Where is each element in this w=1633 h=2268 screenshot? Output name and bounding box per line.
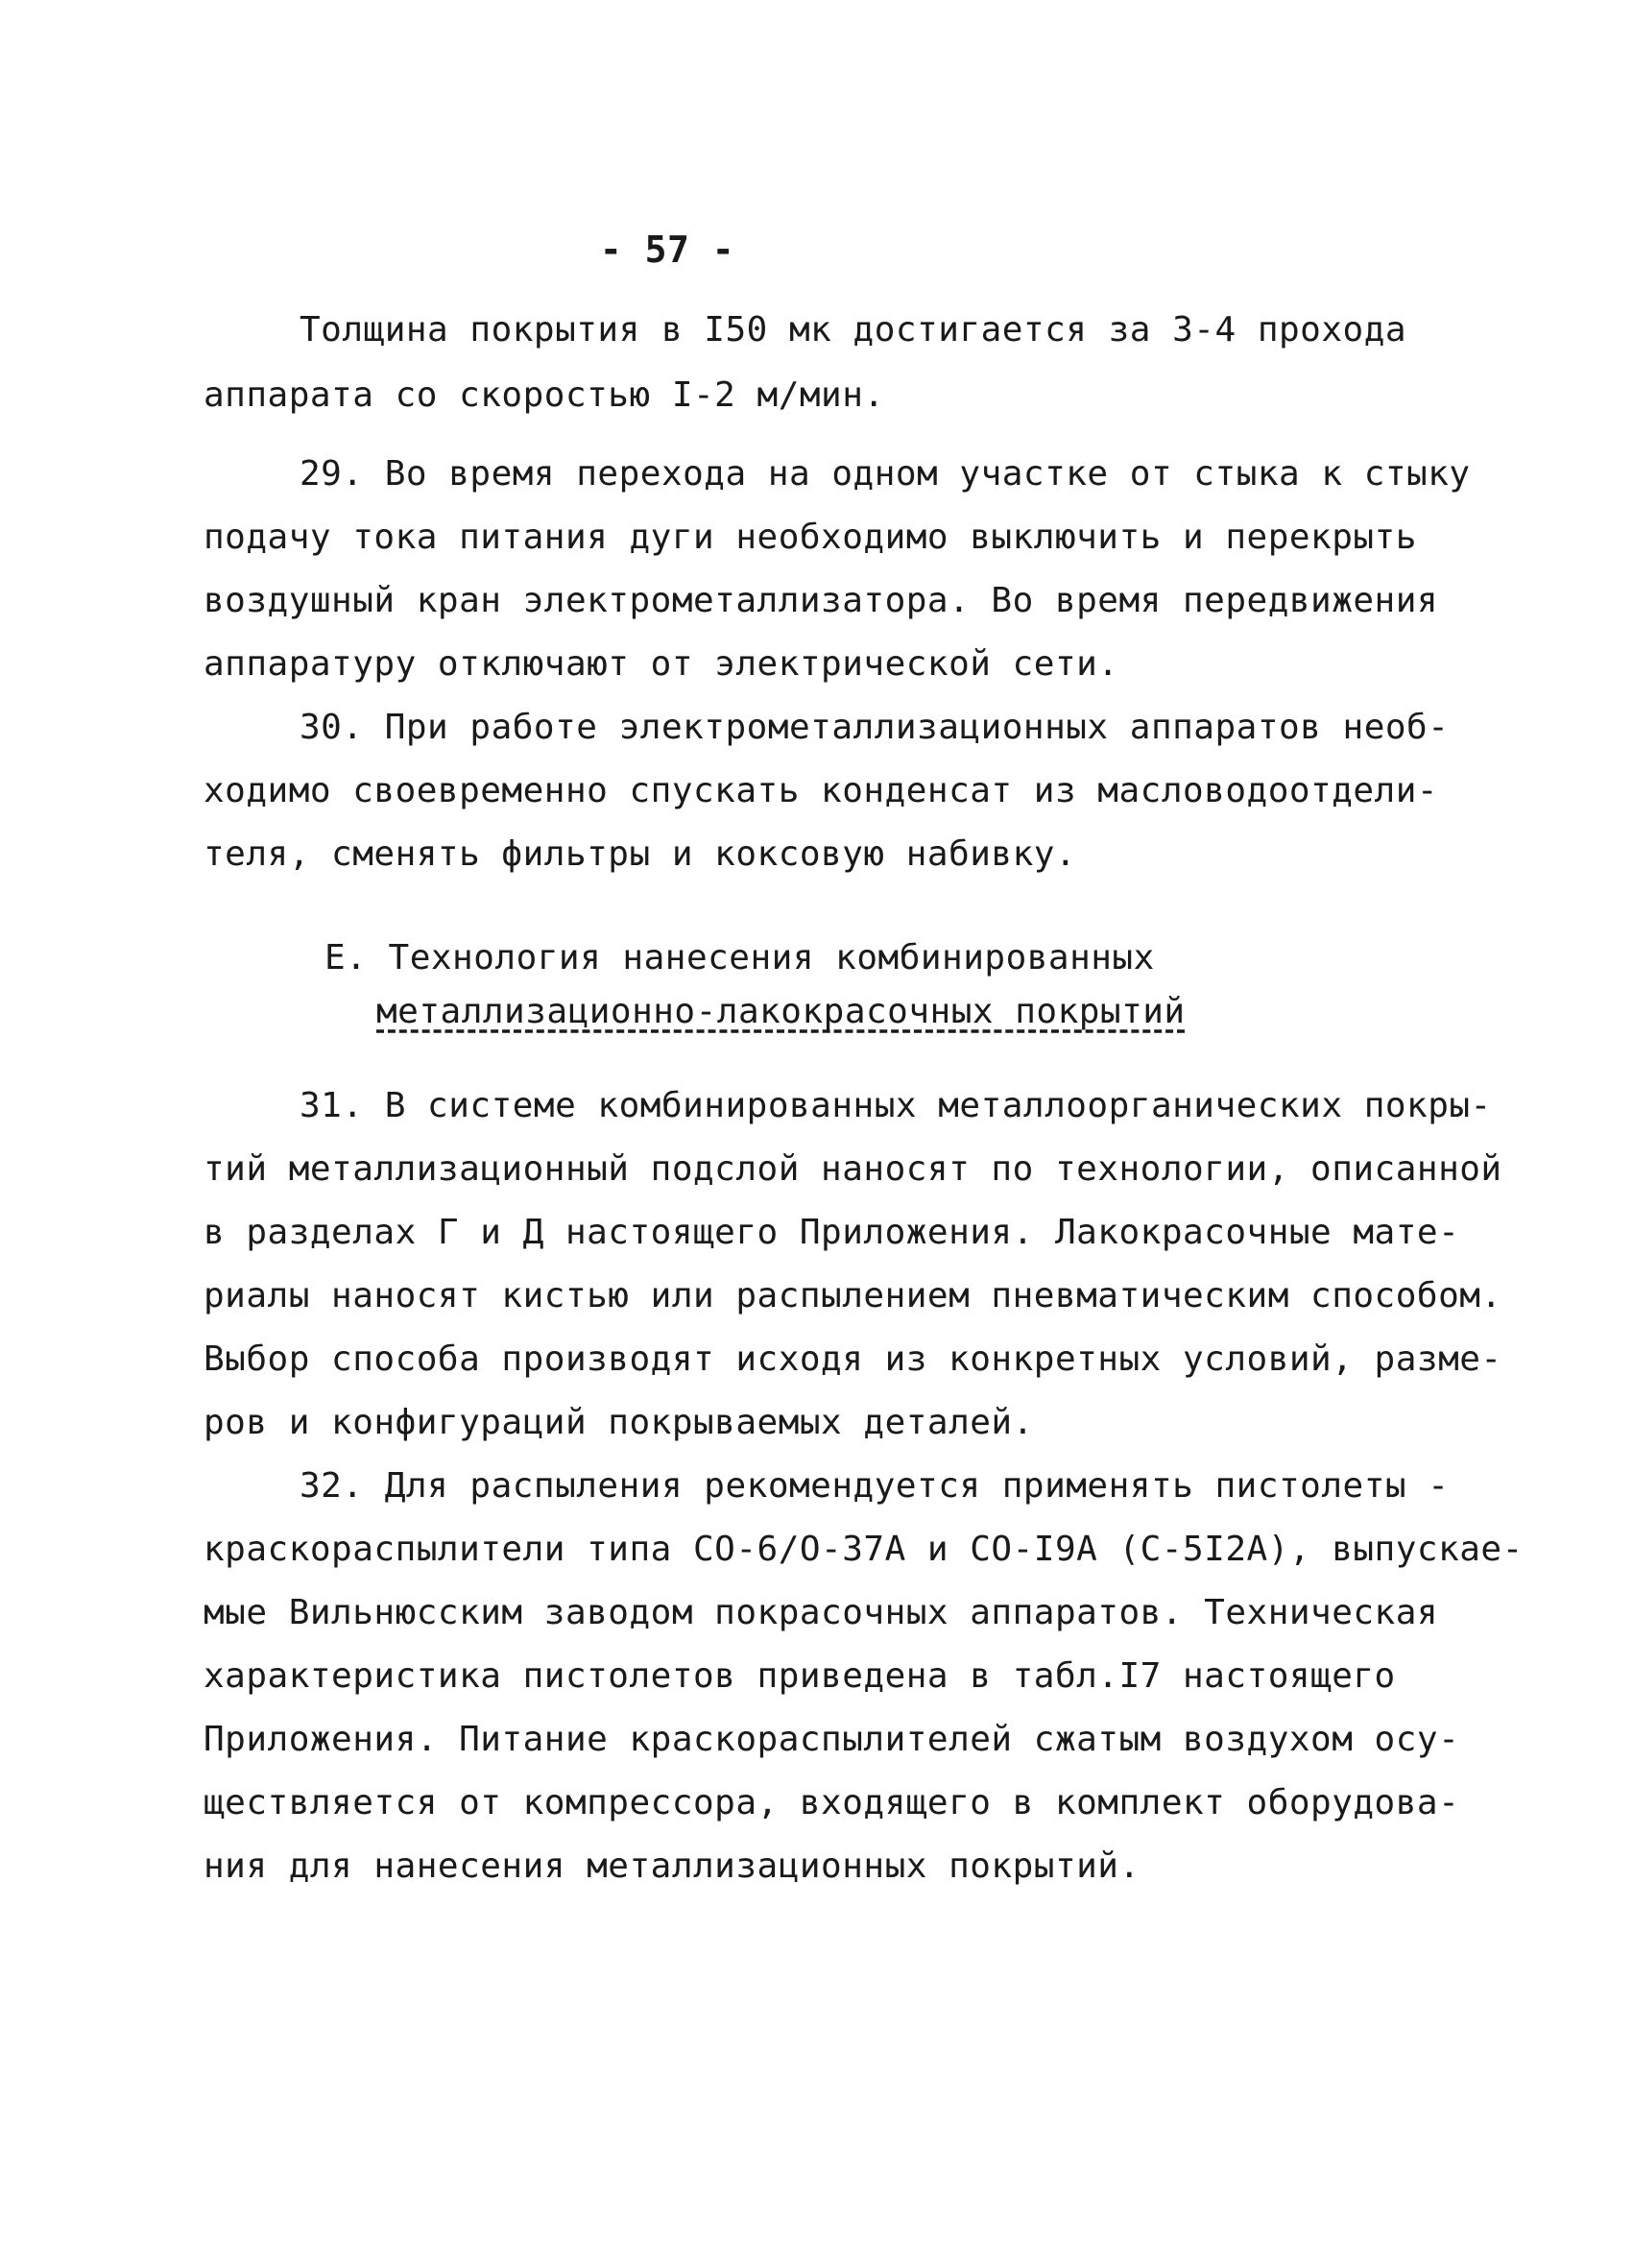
section-heading-line1: Е. Технология нанесения комбинированных bbox=[324, 938, 1155, 977]
text-line: в разделах Г и Д настоящего Приложения. Лакокрасочные мате- bbox=[204, 1213, 1460, 1252]
text-line: теля, сменять фильтры и коксовую набивку. bbox=[204, 834, 1077, 874]
page-number: - 57 - bbox=[599, 229, 735, 271]
text-line: ния для нанесения металлизационных покрытий. bbox=[204, 1846, 1141, 1886]
text-line: аппаратуру отключают от электрической сети. bbox=[204, 644, 1119, 684]
text-line: ров и конфигураций покрываемых деталей. bbox=[204, 1403, 1034, 1442]
text-line: подачу тока питания дуги необходимо выключить и перекрыть bbox=[204, 518, 1417, 557]
text-line: характеристика пистолетов приведена в табл.I7 настоящего bbox=[204, 1656, 1396, 1696]
paragraph-30-line: 30. При работе электрометаллизационных аппаратов необ- bbox=[300, 708, 1450, 747]
text-line: Выбор способа производят исходя из конкретных условий, разме- bbox=[204, 1339, 1502, 1379]
paragraph-32-line: 32. Для распыления рекомендуется применять пистолеты - bbox=[300, 1466, 1450, 1506]
text-line: Приложения. Питание краскораспылителей сжатым воздухом осу- bbox=[204, 1720, 1460, 1759]
text-line: ществляется от компрессора, входящего в комплект оборудова- bbox=[204, 1783, 1460, 1822]
text-line: воздушный кран электрометаллизатора. Во время передвижения bbox=[204, 581, 1439, 620]
text-line: краскораспылители типа СО-6/О-37А и СО-I9А (С-5I2А), выпускае- bbox=[204, 1530, 1524, 1569]
text-line: ходимо своевременно спускать конденсат из масловодоотдели- bbox=[204, 771, 1439, 810]
section-heading-line2: металлизационно-лакокрасочных покрытий bbox=[376, 992, 1186, 1031]
text-line: тий металлизационный подслой наносят по технологии, описанной bbox=[204, 1149, 1502, 1189]
text-line: мые Вильнюсским заводом покрасочных аппаратов. Техническая bbox=[204, 1593, 1439, 1632]
paragraph-31-line: 31. В системе комбинированных металлоорганических покры- bbox=[300, 1086, 1492, 1125]
text-line: аппарата со скоростью I-2 м/мин. bbox=[204, 375, 885, 415]
text-line: Толщина покрытия в I50 мк достигается за 3-4 прохода bbox=[300, 310, 1407, 350]
text-line: риалы наносят кистью или распылением пневматическим способом. bbox=[204, 1276, 1502, 1315]
paragraph-29-line: 29. Во время перехода на одном участке от стыка к стыку bbox=[300, 454, 1471, 494]
